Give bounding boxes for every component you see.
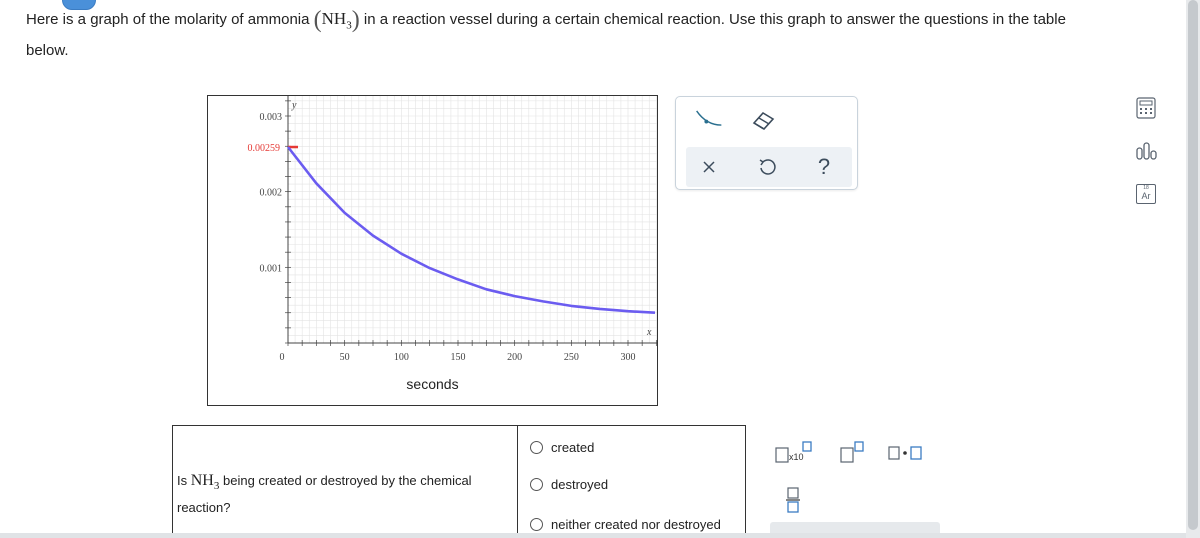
- close-icon: [701, 159, 717, 175]
- y-tick-label: 0.003: [259, 112, 282, 123]
- y-variable-label: y: [292, 100, 297, 111]
- periodic-table-button[interactable]: [1134, 182, 1158, 206]
- x-variable-label: x: [647, 327, 652, 338]
- graph-frame[interactable]: [207, 95, 658, 406]
- radio-destroyed[interactable]: [530, 478, 543, 491]
- x-tick-label: 100: [393, 352, 409, 363]
- radio-neither[interactable]: [530, 518, 543, 531]
- question-cell: Is $NH_3$ being created or destroyed by the chemical reaction?: [177, 472, 472, 516]
- fraction-button[interactable]: [785, 487, 801, 518]
- x-tick-label: 250: [563, 352, 579, 363]
- question-prompt: Here is a graph of the molarity of ammonia $(NH_3)$ in a reaction vessel during a certain chemical reaction. Use this graph to answer the questions in the table below.: [26, 7, 1066, 60]
- x-axis-title: seconds: [406, 376, 459, 392]
- superscript-button[interactable]: [840, 441, 866, 470]
- x-tick-label: 0: [279, 352, 285, 363]
- fraction-icon: [785, 487, 801, 513]
- right-toolbar: [1134, 96, 1164, 225]
- option-created[interactable]: created: [530, 440, 594, 455]
- undo-button[interactable]: [752, 152, 782, 182]
- table-divider: [517, 425, 518, 538]
- y-tick-label: 0.001: [259, 263, 282, 275]
- clear-button[interactable]: [694, 152, 724, 182]
- bar-chart-icon: [1135, 141, 1157, 161]
- x-tick-label: 150: [450, 352, 466, 363]
- bottom-scrollbar[interactable]: [0, 533, 1186, 538]
- prompt-text-start: Here is a graph of the molarity of ammonia: [26, 11, 310, 28]
- scientific-notation-button[interactable]: x10: [775, 441, 825, 470]
- multiply-dot-button[interactable]: [888, 445, 922, 466]
- prompt-text-end: in a reaction vessel during a certain chemical reaction. Use this graph to answer the questions in the table: [363, 11, 1066, 28]
- data-button[interactable]: [1134, 139, 1158, 163]
- superscript-icon: [840, 441, 866, 465]
- radio-created[interactable]: [530, 441, 543, 454]
- x-tick-label: 200: [507, 352, 523, 363]
- vertical-scrollbar-thumb[interactable]: [1188, 0, 1198, 530]
- calculator-icon: [1136, 97, 1156, 119]
- option-destroyed[interactable]: destroyed: [530, 477, 608, 492]
- calculator-button[interactable]: [1134, 96, 1158, 120]
- prompt-formula: $NH_3$: [321, 9, 352, 32]
- x-tick-label: 50: [339, 352, 350, 363]
- eraser-tool-button[interactable]: [748, 105, 778, 135]
- dot-product-icon: [888, 445, 922, 461]
- highlight-tick-label: 0.00259: [247, 143, 280, 155]
- prompt-text-line2: below.: [26, 42, 69, 60]
- action-row: [686, 147, 852, 187]
- curve-tool-button[interactable]: [694, 103, 724, 133]
- curve-icon: [694, 104, 724, 132]
- question-formula: $NH_3$: [190, 472, 220, 493]
- help-button[interactable]: ?: [817, 154, 831, 179]
- option-neither[interactable]: neither created nor destroyed: [530, 517, 721, 532]
- y-tick-label: 0.002: [259, 187, 282, 199]
- molarity-chart[interactable]: [208, 96, 657, 405]
- x-tick-label: 300: [620, 352, 636, 363]
- eraser-icon: [749, 109, 777, 131]
- undo-icon: [757, 157, 777, 177]
- periodic-table-icon: 18 Ar: [1136, 184, 1156, 204]
